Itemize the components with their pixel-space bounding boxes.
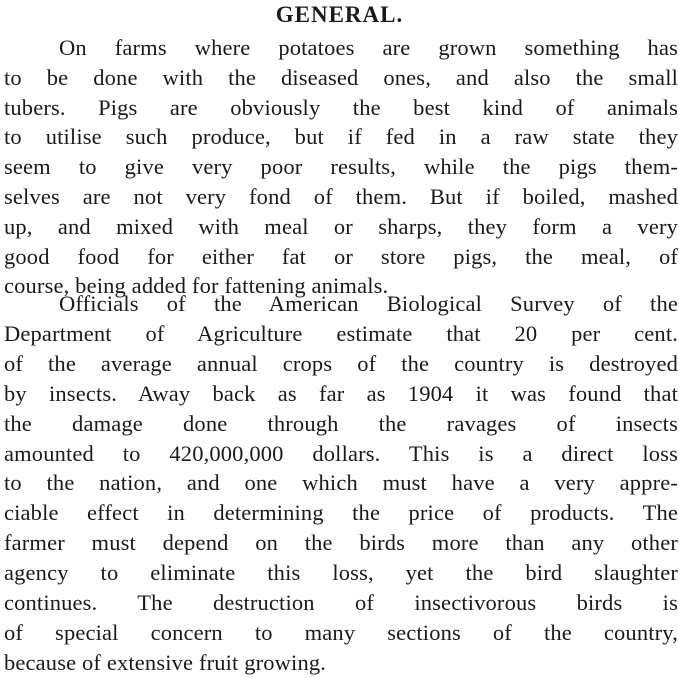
text-line: to utilise such produce, but if fed in a raw state they — [4, 124, 678, 150]
text-line: farmer must depend on the birds more than any other — [4, 530, 678, 556]
text-line: continues. The destruction of insectivorous birds is — [4, 590, 678, 616]
text-line: ciable effect in determining the price of products. The — [4, 500, 678, 526]
text-line: by insects. Away back as far as 1904 it was found that — [4, 380, 678, 406]
section-heading: GENERAL. — [275, 2, 404, 27]
text-line: course, being added for fattening animals. — [4, 273, 389, 299]
paragraph-insects — [4, 289, 678, 678]
text-line: On farms where potatoes are grown something has — [59, 35, 678, 60]
text-line: good food for either fat or store pigs, the meal, of — [4, 243, 678, 269]
text-line: selves are not very fond of them. But if boiled, mashed — [4, 183, 678, 209]
text-line: of the average annual crops of the country is destroyed — [4, 350, 678, 376]
text-line: because of extensive fruit growing. — [4, 649, 327, 675]
text-line: Officials of the American Biological Survey of the — [59, 291, 678, 316]
text-line: agency to eliminate this loss, yet the bird slaughter — [4, 560, 678, 586]
text-line: to be done with the diseased ones, and also the small — [4, 64, 678, 90]
text-line: to the nation, and one which must have a very appre- — [4, 470, 678, 496]
text-line: of special concern to many sections of the country, — [4, 619, 678, 645]
text-line: seem to give very poor results, while the pigs them- — [4, 154, 678, 180]
text-line: amounted to 420,000,000 dollars. This is a direct loss — [4, 440, 678, 466]
text-line: up, and mixed with meal or sharps, they form a very — [4, 213, 678, 239]
text-line: Department of Agriculture estimate that 20 per cent. — [4, 320, 678, 346]
paragraph-potatoes — [4, 33, 678, 301]
text-line: tubers. Pigs are obviously the best kind of animals — [4, 94, 678, 120]
text-line: the damage done through the ravages of insects — [4, 410, 678, 436]
